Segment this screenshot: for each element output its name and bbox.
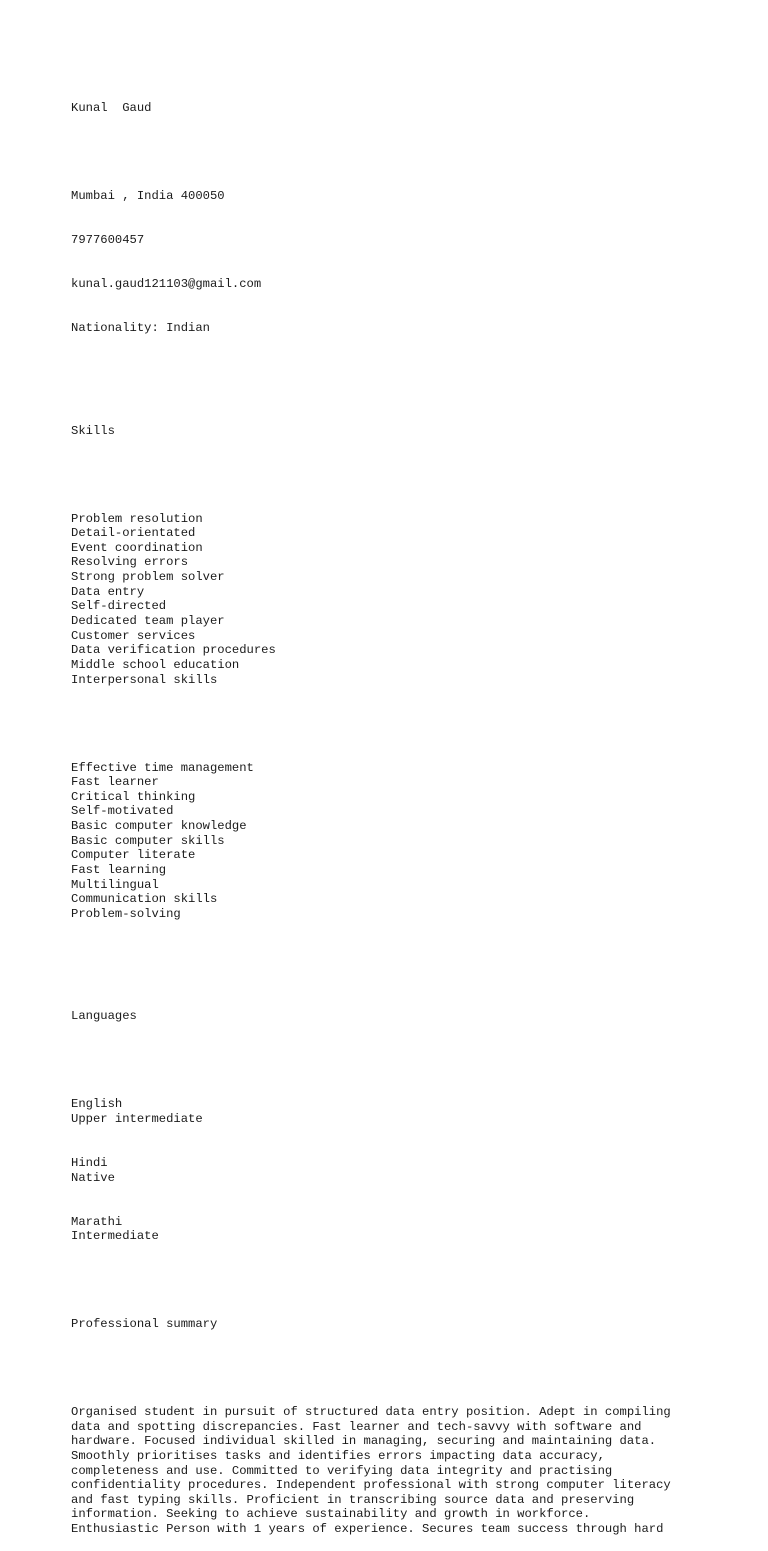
summary-line: hardware. Focused individual skilled in managing, securing and maintaining data.: [71, 1434, 657, 1449]
spacer: [71, 468, 731, 483]
skill-item: Strong problem solver: [71, 570, 225, 585]
spacer: [71, 1244, 731, 1273]
skills-list-1: [71, 512, 731, 688]
skill-item: Resolving errors: [71, 555, 189, 570]
skill-item: Fast learning: [71, 862, 167, 877]
spacer: [71, 1185, 731, 1214]
languages-list: [71, 1097, 731, 1273]
language-name: Hindi: [71, 1155, 108, 1170]
summary-line: information. Seeking to achieve sustainability and growth in workforce.: [71, 1507, 591, 1522]
spacer: [71, 951, 731, 966]
language-level: Intermediate: [71, 1229, 159, 1244]
spacer: [71, 365, 731, 380]
skill-item: Problem-solving: [71, 906, 181, 921]
address: Mumbai , India 400050: [71, 189, 225, 204]
skill-item: Self-motivated: [71, 804, 174, 819]
skill-item: Communication skills: [71, 892, 218, 907]
skill-item: Event coordination: [71, 540, 203, 555]
skill-item: Computer literate: [71, 848, 196, 863]
skill-item: Basic computer skills: [71, 833, 225, 848]
skills-heading: Skills: [71, 423, 115, 438]
summary-line: completeness and use. Committed to verifying data integrity and practising: [71, 1463, 613, 1478]
language-level: Native: [71, 1170, 115, 1185]
nationality: Nationality: Indian: [71, 321, 210, 336]
spacer: [71, 717, 731, 732]
spacer: [71, 145, 731, 160]
skill-item: Data verification procedures: [71, 643, 276, 658]
spacer: [71, 1361, 731, 1376]
skill-item: Basic computer knowledge: [71, 819, 247, 834]
summary-line: Smoothly prioritises tasks and identifies errors impacting data accuracy,: [71, 1448, 605, 1463]
skill-item: Middle school education: [71, 657, 240, 672]
language-level: Upper intermediate: [71, 1112, 203, 1127]
skill-item: Effective time management: [71, 760, 254, 775]
skill-item: Self-directed: [71, 599, 167, 614]
summary-body: [71, 1405, 731, 1537]
summary-line: and fast typing skills. Proficient in transcribing source data and preserving: [71, 1492, 635, 1507]
phone: 7977600457: [71, 233, 145, 248]
languages-heading: Languages: [71, 1009, 137, 1024]
skill-item: Dedicated team player: [71, 614, 225, 629]
skill-item: Detail-orientated: [71, 526, 196, 541]
spacer: [71, 1053, 731, 1068]
skill-item: Multilingual: [71, 877, 159, 892]
summary-line: data and spotting discrepancies. Fast learner and tech-savvy with software and: [71, 1419, 642, 1434]
summary-heading: Professional summary: [71, 1317, 218, 1332]
resume-document: [71, 72, 731, 1551]
skill-item: Problem resolution: [71, 511, 203, 526]
summary-line: Enthusiastic Person with 1 years of experience. Secures team success through hard: [71, 1522, 664, 1537]
skill-item: Fast learner: [71, 775, 159, 790]
language-name: Marathi: [71, 1214, 123, 1229]
email: kunal.gaud121103@gmail.com: [71, 277, 262, 292]
summary-line: Organised student in pursuit of structured data entry position. Adept in compiling: [71, 1404, 671, 1419]
language-name: English: [71, 1097, 123, 1112]
skills-list-2: [71, 761, 731, 922]
skill-item: Critical thinking: [71, 789, 196, 804]
summary-line: confidentiality procedures. Independent professional with strong computer literacy: [71, 1478, 671, 1493]
skill-item: Customer services: [71, 628, 196, 643]
candidate-name: Kunal Gaud: [71, 101, 152, 116]
skill-item: Interpersonal skills: [71, 672, 218, 687]
spacer: [71, 1127, 731, 1156]
skill-item: Data entry: [71, 584, 145, 599]
